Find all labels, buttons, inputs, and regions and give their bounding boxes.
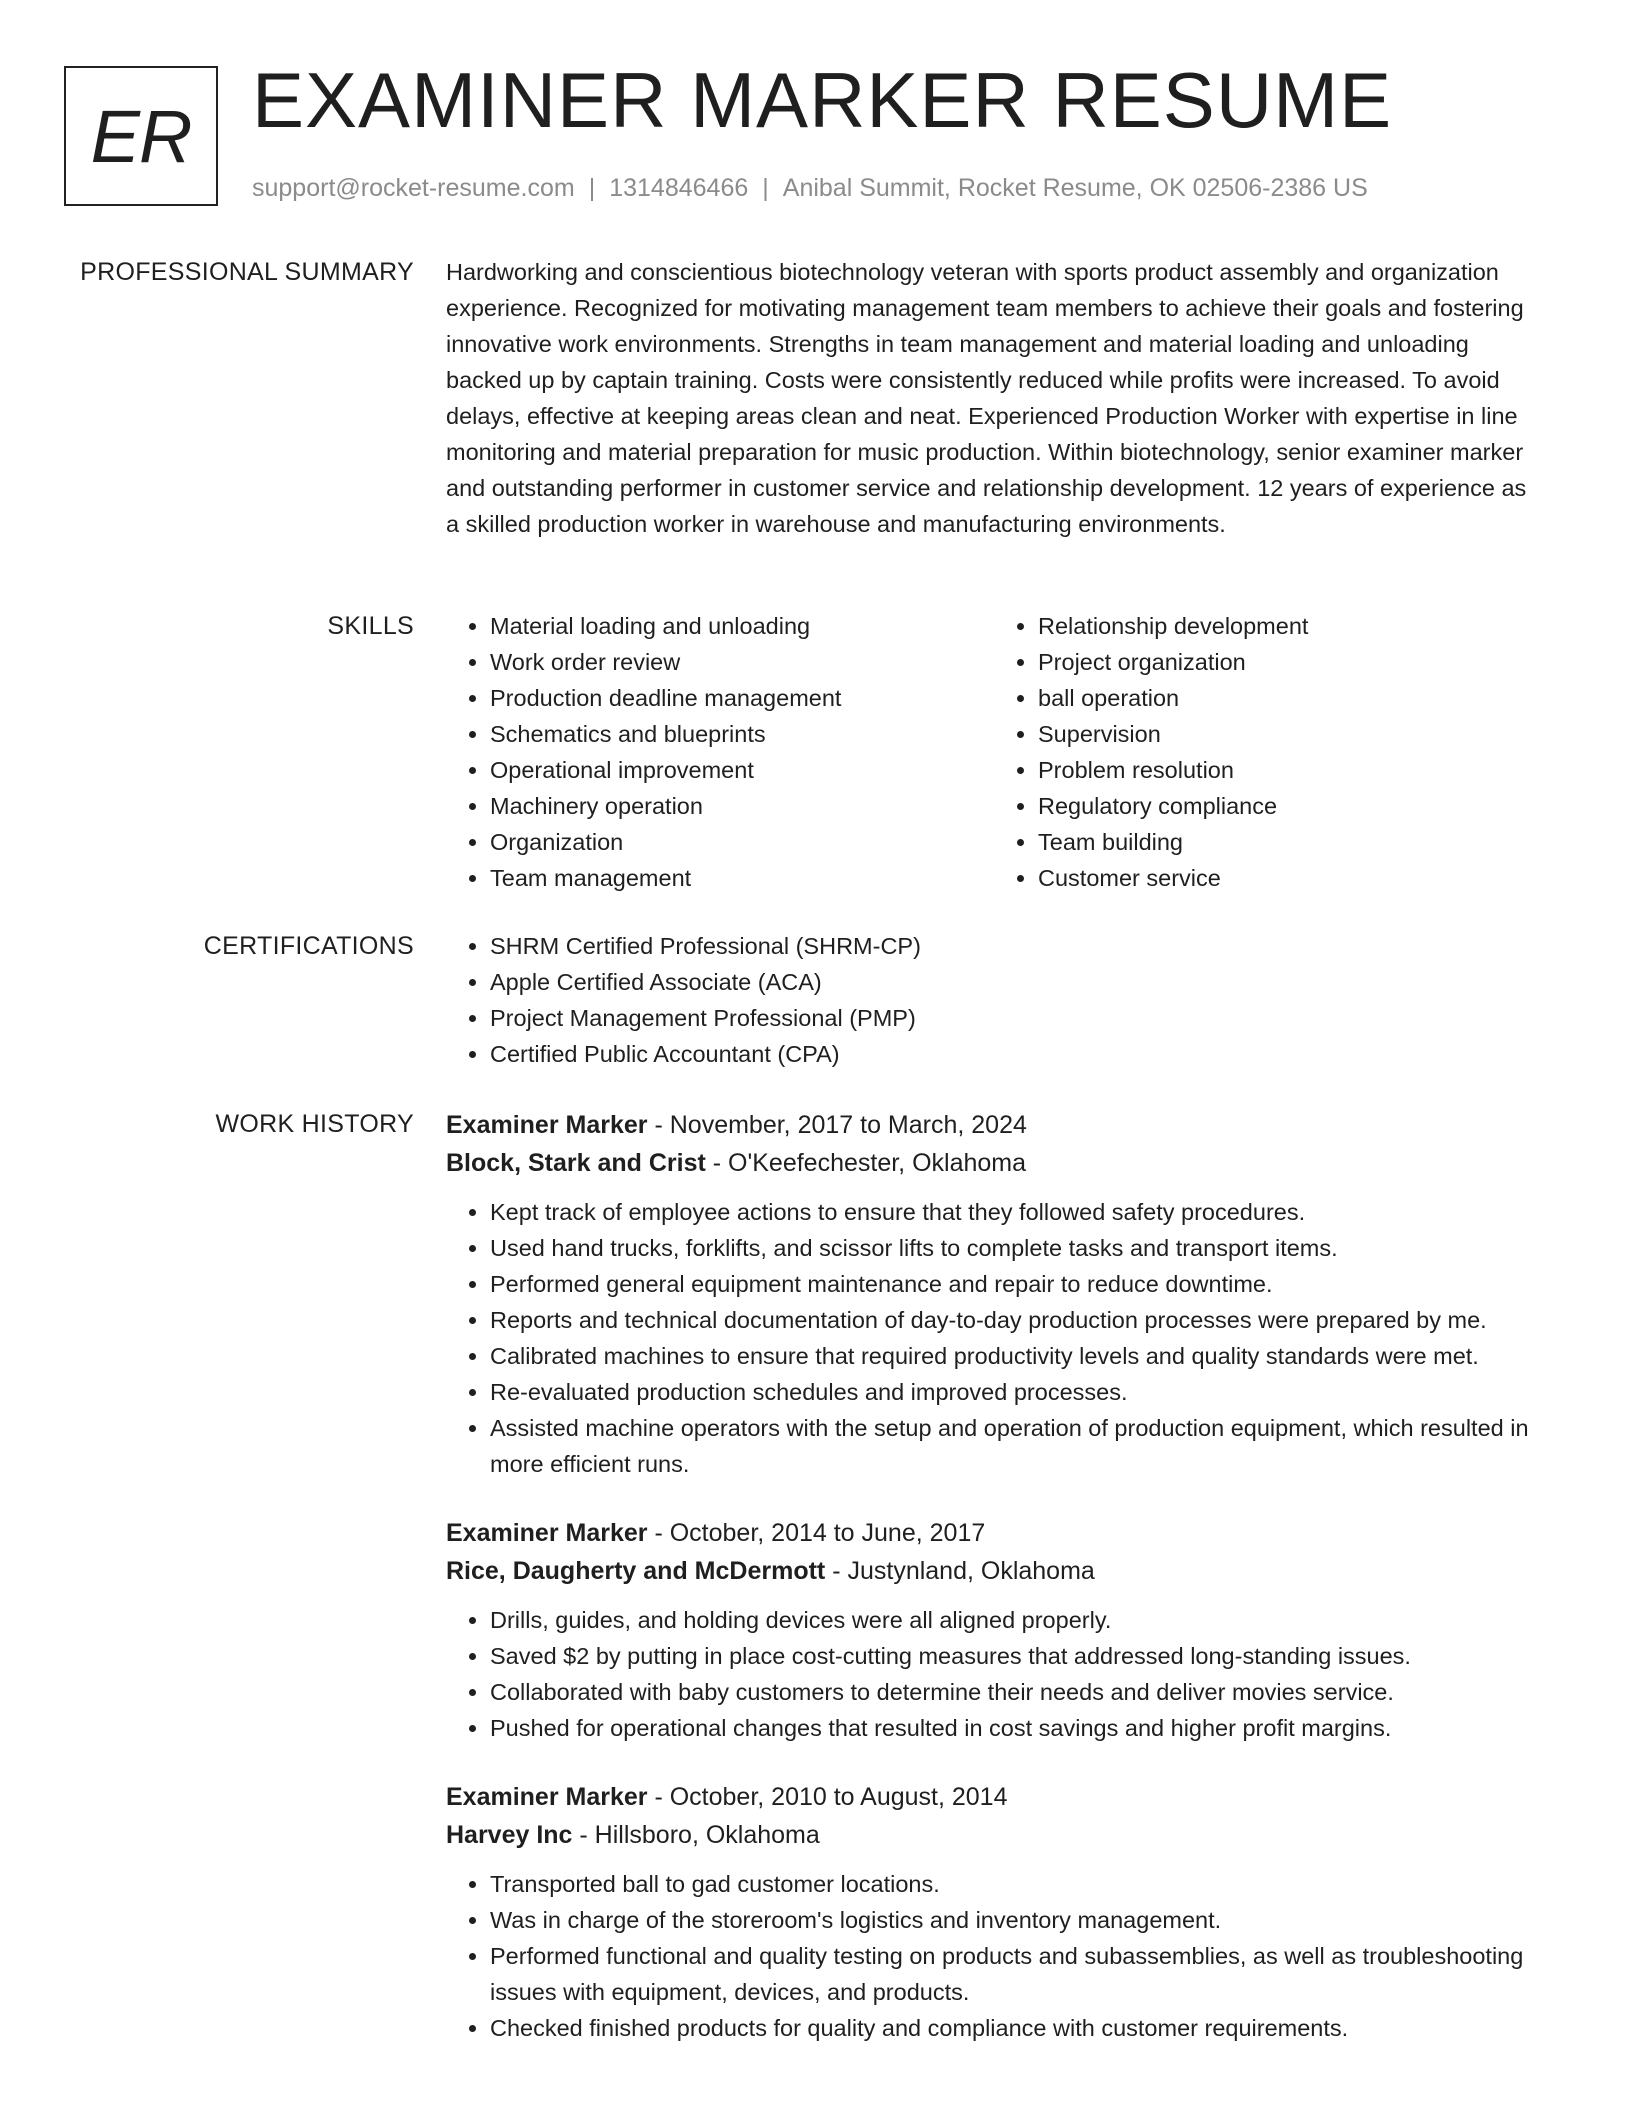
job-title: Examiner Marker [446, 1519, 648, 1547]
list-item: • Team management [490, 860, 994, 896]
list-item: • Transported ball to gad customer locations. [490, 1866, 1542, 1902]
contact-separator: | [588, 174, 596, 202]
list-item: • Schematics and blueprints [490, 716, 994, 752]
list-item: • Was in charge of the storeroom's logistics and inventory management. [490, 1902, 1542, 1938]
job-company-line [446, 1552, 1542, 1590]
work-history-body [446, 1106, 1542, 2078]
skills-list-left [446, 608, 994, 896]
job-dates: - October, 2014 to June, 2017 [647, 1519, 986, 1547]
job-company: Rice, Daugherty and McDermott [446, 1557, 826, 1585]
job-title-line [446, 1106, 1542, 1144]
list-item: • Project organization [1038, 644, 1542, 680]
list-item: • Saved $2 by putting in place cost-cutting measures that addressed long-standing issues. [490, 1638, 1542, 1674]
list-item: • Performed general equipment maintenance and repair to reduce downtime. [490, 1266, 1542, 1302]
list-item: • Used hand trucks, forklifts, and scissor lifts to complete tasks and transport items. [490, 1230, 1542, 1266]
list-item: • Organization [490, 824, 994, 860]
list-item: • Performed functional and quality testing on products and subassemblies, as well as troubleshooting issues with equipment, devices, and products. [490, 1938, 1542, 2010]
list-item: • Regulatory compliance [1038, 788, 1542, 824]
list-item: • Material loading and unloading [490, 608, 994, 644]
certifications-list [446, 928, 1542, 1072]
list-item: • Customer service [1038, 860, 1542, 896]
monogram-box [64, 66, 218, 206]
job-location: - Justynland, Oklahoma [825, 1557, 1095, 1585]
job-title-line [446, 1514, 1542, 1552]
list-item: • Relationship development [1038, 608, 1542, 644]
list-item: • Checked finished products for quality and compliance with customer requirements. [490, 2010, 1542, 2046]
list-item: • Operational improvement [490, 752, 994, 788]
contact-separator: | [762, 174, 769, 202]
job-bullets [446, 1602, 1542, 1746]
job-company: Block, Stark and Crist [446, 1149, 706, 1177]
list-item: • Work order review [490, 644, 994, 680]
list-item: • Reports and technical documentation of day-to-day production processes were prepared by me. [490, 1302, 1542, 1338]
skills-list-right [994, 608, 1542, 896]
resume-title: EXAMINER MARKER RESUME [252, 56, 1393, 144]
certifications-body [446, 928, 1542, 1072]
job-company-line [446, 1144, 1542, 1182]
job-location: - Hillsboro, Oklahoma [572, 1821, 820, 1849]
list-item: • Project Management Professional (PMP) [490, 1000, 1542, 1036]
summary-body [446, 258, 1542, 546]
contact-address: Anibal Summit, Rocket Resume, OK 02506-2386 US [782, 174, 1368, 202]
job-location: - O'Keefechester, Oklahoma [705, 1149, 1027, 1177]
list-item: • Team building [1038, 824, 1542, 860]
job-title: Examiner Marker [446, 1111, 648, 1139]
list-item: • Assisted machine operators with the setup and operation of production equipment, which resulted in more efficient runs. [490, 1410, 1542, 1482]
job-company-line [446, 1816, 1542, 1854]
job-dates: - October, 2010 to August, 2014 [647, 1783, 1008, 1811]
list-item: • Kept track of employee actions to ensure that they followed safety procedures. [490, 1194, 1542, 1230]
list-item: • Pushed for operational changes that resulted in cost savings and higher profit margins. [490, 1710, 1542, 1746]
monogram-initials: ER [90, 94, 192, 178]
skills-body [446, 608, 1542, 896]
job-entry [446, 1514, 1542, 1746]
list-item: • Certified Public Accountant (CPA) [490, 1036, 1542, 1072]
list-item: • Production deadline management [490, 680, 994, 716]
list-item: • Re-evaluated production schedules and improved processes. [490, 1374, 1542, 1410]
work-history-heading: WORK HISTORY [215, 1110, 414, 1138]
list-item: • ball operation [1038, 680, 1542, 716]
job-title-line [446, 1778, 1542, 1816]
list-item: • Apple Certified Associate (ACA) [490, 964, 1542, 1000]
list-item: • SHRM Certified Professional (SHRM-CP) [490, 928, 1542, 964]
job-dates: - November, 2017 to March, 2024 [647, 1111, 1027, 1139]
summary-text: Hardworking and conscientious biotechnology veteran with sports product assembly and organization experience. Recognized for motivating management team members to achieve their goals and fostering innovative work environments. Strengths in team management and material loading and unloading backed up by captain training. Costs were consistently reduced while profits were increased. To avoid delays, effective at keeping areas clean and neat. Experienced Production Worker with expertise in line monitoring and material preparation for music production. Within biotechnology, senior examiner marker and outstanding performer in customer service and relationship development. 12 years of experience as a skilled production worker in warehouse and manufacturing environments. [446, 259, 1527, 537]
list-item: • Problem resolution [1038, 752, 1542, 788]
certifications-heading: CERTIFICATIONS [203, 932, 414, 960]
job-company: Harvey Inc [446, 1821, 573, 1849]
contact-line [252, 174, 1368, 203]
job-bullets [446, 1866, 1542, 2046]
list-item: • Collaborated with baby customers to determine their needs and deliver movies service. [490, 1674, 1542, 1710]
job-entry [446, 1106, 1542, 1482]
job-title: Examiner Marker [446, 1783, 648, 1811]
contact-phone[interactable]: 1314846466 [609, 174, 749, 202]
list-item: • Machinery operation [490, 788, 994, 824]
contact-email[interactable]: support@rocket-resume.com [252, 174, 575, 202]
skills-heading: SKILLS [327, 612, 414, 640]
job-entry [446, 1778, 1542, 2046]
list-item: • Calibrated machines to ensure that required productivity levels and quality standards were met. [490, 1338, 1542, 1374]
list-item: • Drills, guides, and holding devices were all aligned properly. [490, 1602, 1542, 1638]
summary-heading: PROFESSIONAL SUMMARY [80, 258, 414, 286]
job-bullets [446, 1194, 1542, 1482]
list-item: • Supervision [1038, 716, 1542, 752]
